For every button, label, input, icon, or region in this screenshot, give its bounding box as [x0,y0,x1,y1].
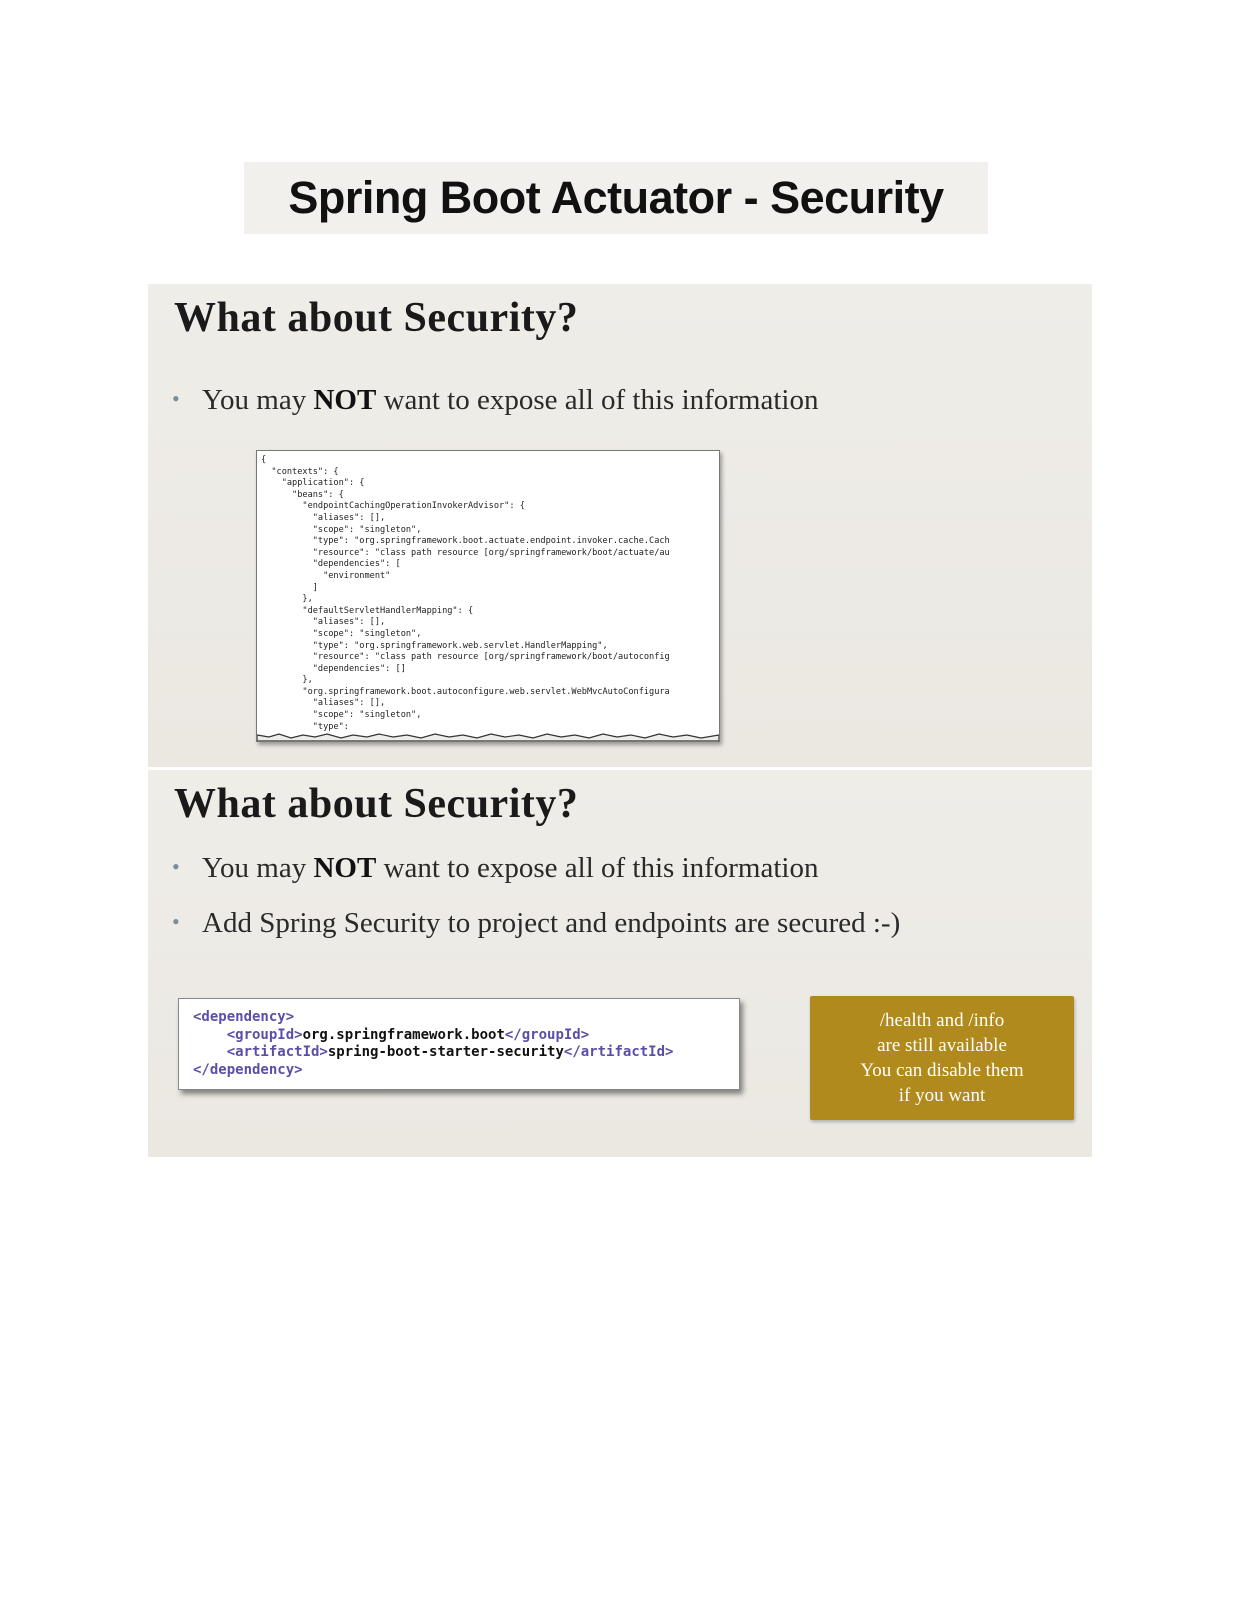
torn-edge-icon [257,731,719,741]
bullet-item: • You may NOT want to expose all of this information [172,852,819,884]
page-title-banner [244,162,988,234]
health-info-callout: /health and /info are still available You can disable them if you want [810,996,1074,1120]
page-title: Spring Boot Actuator - Security [288,172,944,223]
bullet-dot-icon: • [172,854,180,879]
json-beans-screenshot [256,450,720,742]
xml-code: <dependency> <groupId>org.springframework.boot</groupId> <artifactId>spring-boot-starter-security</artifactId> </dependency> [193,1009,674,1078]
slide-what-about-security-2 [148,770,1092,1157]
slide-what-about-security-1 [148,284,1092,767]
slide-heading: What about Security? [174,295,579,341]
bullet-dot-icon: • [172,386,180,411]
bullet-dot-icon: • [172,909,180,934]
bullet-item: • Add Spring Security to project and endpoints are secured :-) [172,907,901,939]
maven-dependency-snippet [178,998,740,1090]
bullet-item: • You may NOT want to expose all of this information [172,384,819,416]
slide-heading: What about Security? [174,781,579,827]
json-code: { "contexts": { "application": { "beans": { "endpointCachingOperationInvokerAdvisor": { "aliases": [], "scope": "singleton", "type": "org.springframework.boot.actuate.endpoint.invoker.cache.Cach "resource": "class path resource [org/springframework/boot/actuate/au "dependencies": [ "environment" ] }, "defaultServletHandlerMapping": { "aliases": [], "scope": "singleton", "type": "org.springframework.web.servlet.HandlerMapping", "resource": "class path resource [org/springframework/boot/autoconfig "dependencies": [] }, "org.springframework.boot.autoconfigure.web.servlet.WebMvcAutoConfigura "aliases": [], "scope": "singleton", "type": [261,455,670,732]
